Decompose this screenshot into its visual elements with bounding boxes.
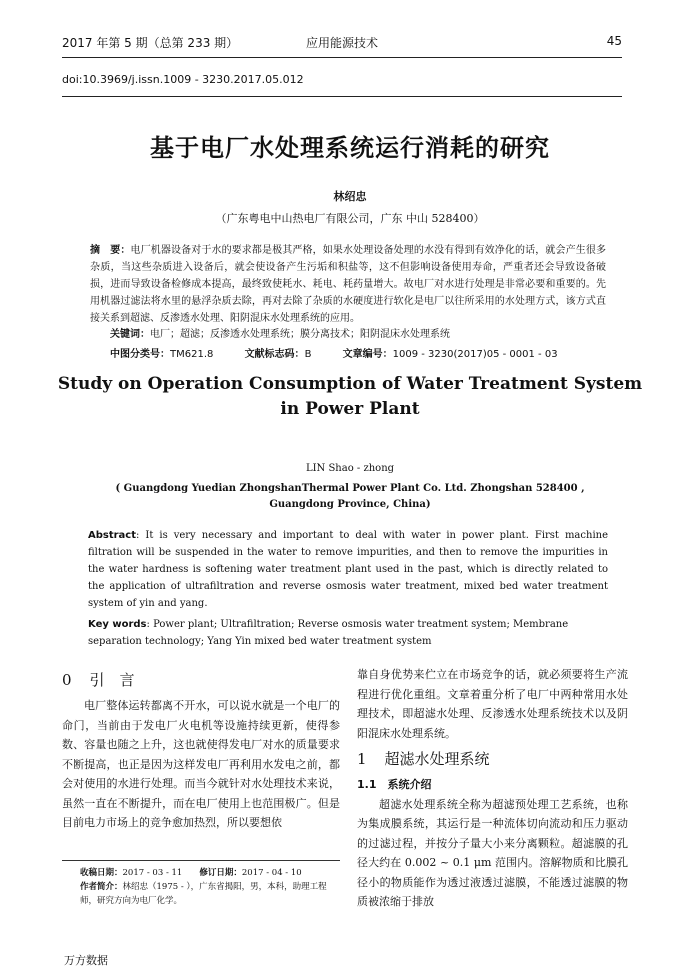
footnote xyxy=(80,866,340,908)
keywords-text: 电厂；超滤；反渗透水处理系统；膜分离技术；阳阴混床水处理系统 xyxy=(150,329,450,340)
title-english-line-1: Study on Operation Consumption of Water Treatment System xyxy=(57,374,643,394)
running-header xyxy=(62,34,622,54)
affiliation-english xyxy=(70,481,630,513)
author-bio: 林绍忠（1975 - ），广东省揭阳，男，本科，助理工程师，研究方向为电厂化学。 xyxy=(80,882,327,906)
doi-rule xyxy=(62,96,622,97)
abstract-english-text: : It is very necessary and important to deal with water in power plant. First machine filtration will be suspended in the water to remove impurities, and then to remove the impurities in the water hardness is softening water treatment plant used in the past, which is directly related to the application of ultrafiltration and reverse osmosis water treatment, mixed bed water treatment system of yin and yang. xyxy=(88,530,608,609)
keywords-english xyxy=(88,616,608,650)
footnote-dates: 收稿日期：2017 - 03 - 11 修订日期：2017 - 04 - 10 xyxy=(80,868,302,878)
section-1-heading xyxy=(357,747,628,771)
section-0-paragraph: 电厂整体运转都离不开水，可以说水就是一个电厂的命门，当前由于发电厂火电机等设施持续更新，使得参数、容量也随之上升，这也就使得发电厂对水的质量要求不断提高，也正是因为这样发电厂再利用水发电之前，都会对使用的水进行处理。而当今就针对水处理技术来说，虽然一直在不断提升，而在电厂使用上也范围极广。但是目前电力市场上的竞争愈加热烈，所以要想依 xyxy=(62,699,340,829)
left-column xyxy=(62,668,340,833)
title-chinese: 基于电厂水处理系统运行消耗的研究 xyxy=(150,133,550,162)
abstract-english xyxy=(88,527,608,612)
section-0-title: 引 言 xyxy=(89,671,135,689)
abstract-english-label: Abstract xyxy=(88,530,137,541)
journal-name: 应用能源技术 xyxy=(305,36,378,50)
keywords-english-label: Key words xyxy=(88,619,147,630)
abstract-label: 摘 要： xyxy=(90,245,131,256)
subsection-number: 1.1 xyxy=(357,778,377,791)
clc-code: 中图分类号：TM621.8 xyxy=(110,349,214,360)
keywords-chinese xyxy=(110,326,606,343)
classification-line xyxy=(110,345,610,360)
author-english: LIN Shao - zhong xyxy=(305,463,395,474)
affiliation-chinese: （广东粤电中山热电厂有限公司，广东 中山 528400） xyxy=(215,212,485,225)
revised-date: 2017 - 04 - 10 xyxy=(241,868,302,878)
keywords-label: 关键词： xyxy=(110,329,150,340)
article-number: 文章编号：1009 - 3230(2017)05 - 0001 - 03 xyxy=(342,349,558,360)
subsection-title: 系统介绍 xyxy=(387,778,432,791)
header-rule xyxy=(62,57,622,58)
footer-watermark: 万方数据 xyxy=(64,954,108,967)
abstract-text: 电厂机器设备对于水的要求都是极其严格，如果水处理设备处理的水没有得到有效净化的话，就会产生很多杂质，当这些杂质进入设备后，就会使设备产生污垢和积盐等，这不但影响设备使用寿命，严重者还会导致设备破损，进而导致设备检修成本提高，最终致使耗水、耗电、耗药量增大。故电厂对水进行处理是非常必要和重要的。先用机器过滤法将水里的悬浮杂质去除，再对去除了杂质的水硬度进行软化是电厂以往所采用的水处理方式，该方式直接关系到超滤、反渗透水处理、阳阴混床水处理系统的应用。 xyxy=(90,245,607,324)
affiliation-english-line-1: ( Guangdong Yuedian ZhongshanThermal Power Plant Co. Ltd. Zhongshan 528400 , xyxy=(115,483,585,494)
section-1-title: 超滤水处理系统 xyxy=(384,750,490,768)
footnote-bio: 作者简介：林绍忠（1975 - ），广东省揭阳，男，本科，助理工程师，研究方向为电厂化学。 xyxy=(80,882,327,906)
section-1-paragraph: 超滤水处理系统全称为超滤预处理工艺系统，也称为集成膜系统，其运行是一种流体切向流动和压力驱动的过滤过程，并按分子量大小来分离颗粒。超滤膜的孔径大约在 0.002 ~ 0.1 μm 范围内。溶解物质和比膜孔径小的物质能作为透过液透过滤膜，不能透过滤膜的物质被浓缩于排放 xyxy=(357,797,628,908)
affiliation-english-line-2: Guangdong Province, China) xyxy=(269,499,431,510)
section-1-number: 1 xyxy=(357,750,367,768)
subsection-1-1-heading xyxy=(357,775,628,795)
document-code: 文献标志码：B xyxy=(244,349,312,360)
issue-info: 2017 年第 5 期（总第 233 期） xyxy=(62,36,239,50)
right-column xyxy=(357,665,628,912)
title-english-line-2: in Power Plant xyxy=(280,399,420,419)
author-chinese: 林绍忠 xyxy=(333,190,367,203)
section-0-heading xyxy=(62,668,340,692)
doi[interactable]: doi:10.3969/j.issn.1009 - 3230.2017.05.012 xyxy=(62,73,304,86)
page-number: 45 xyxy=(606,34,622,48)
section-0-paragraph-continued: 靠自身优势来伫立在市场竞争的话，就必须要将生产流程进行优化重组。文章着重分析了电厂中两种常用水处理技术，即超滤水处理、反渗透水处理系统技术以及阴阳混床水处理系统。 xyxy=(357,668,628,740)
received-date: 2017 - 03 - 11 xyxy=(122,868,183,878)
abstract-chinese xyxy=(90,242,606,327)
keywords-english-text: : Power plant; Ultrafiltration; Reverse osmosis water treatment system; Membrane separation technology; Yang Yin mixed bed water treatment system xyxy=(88,619,569,647)
section-0-number: 0 xyxy=(62,671,72,689)
footnote-rule xyxy=(62,860,340,861)
title-english xyxy=(40,372,660,422)
